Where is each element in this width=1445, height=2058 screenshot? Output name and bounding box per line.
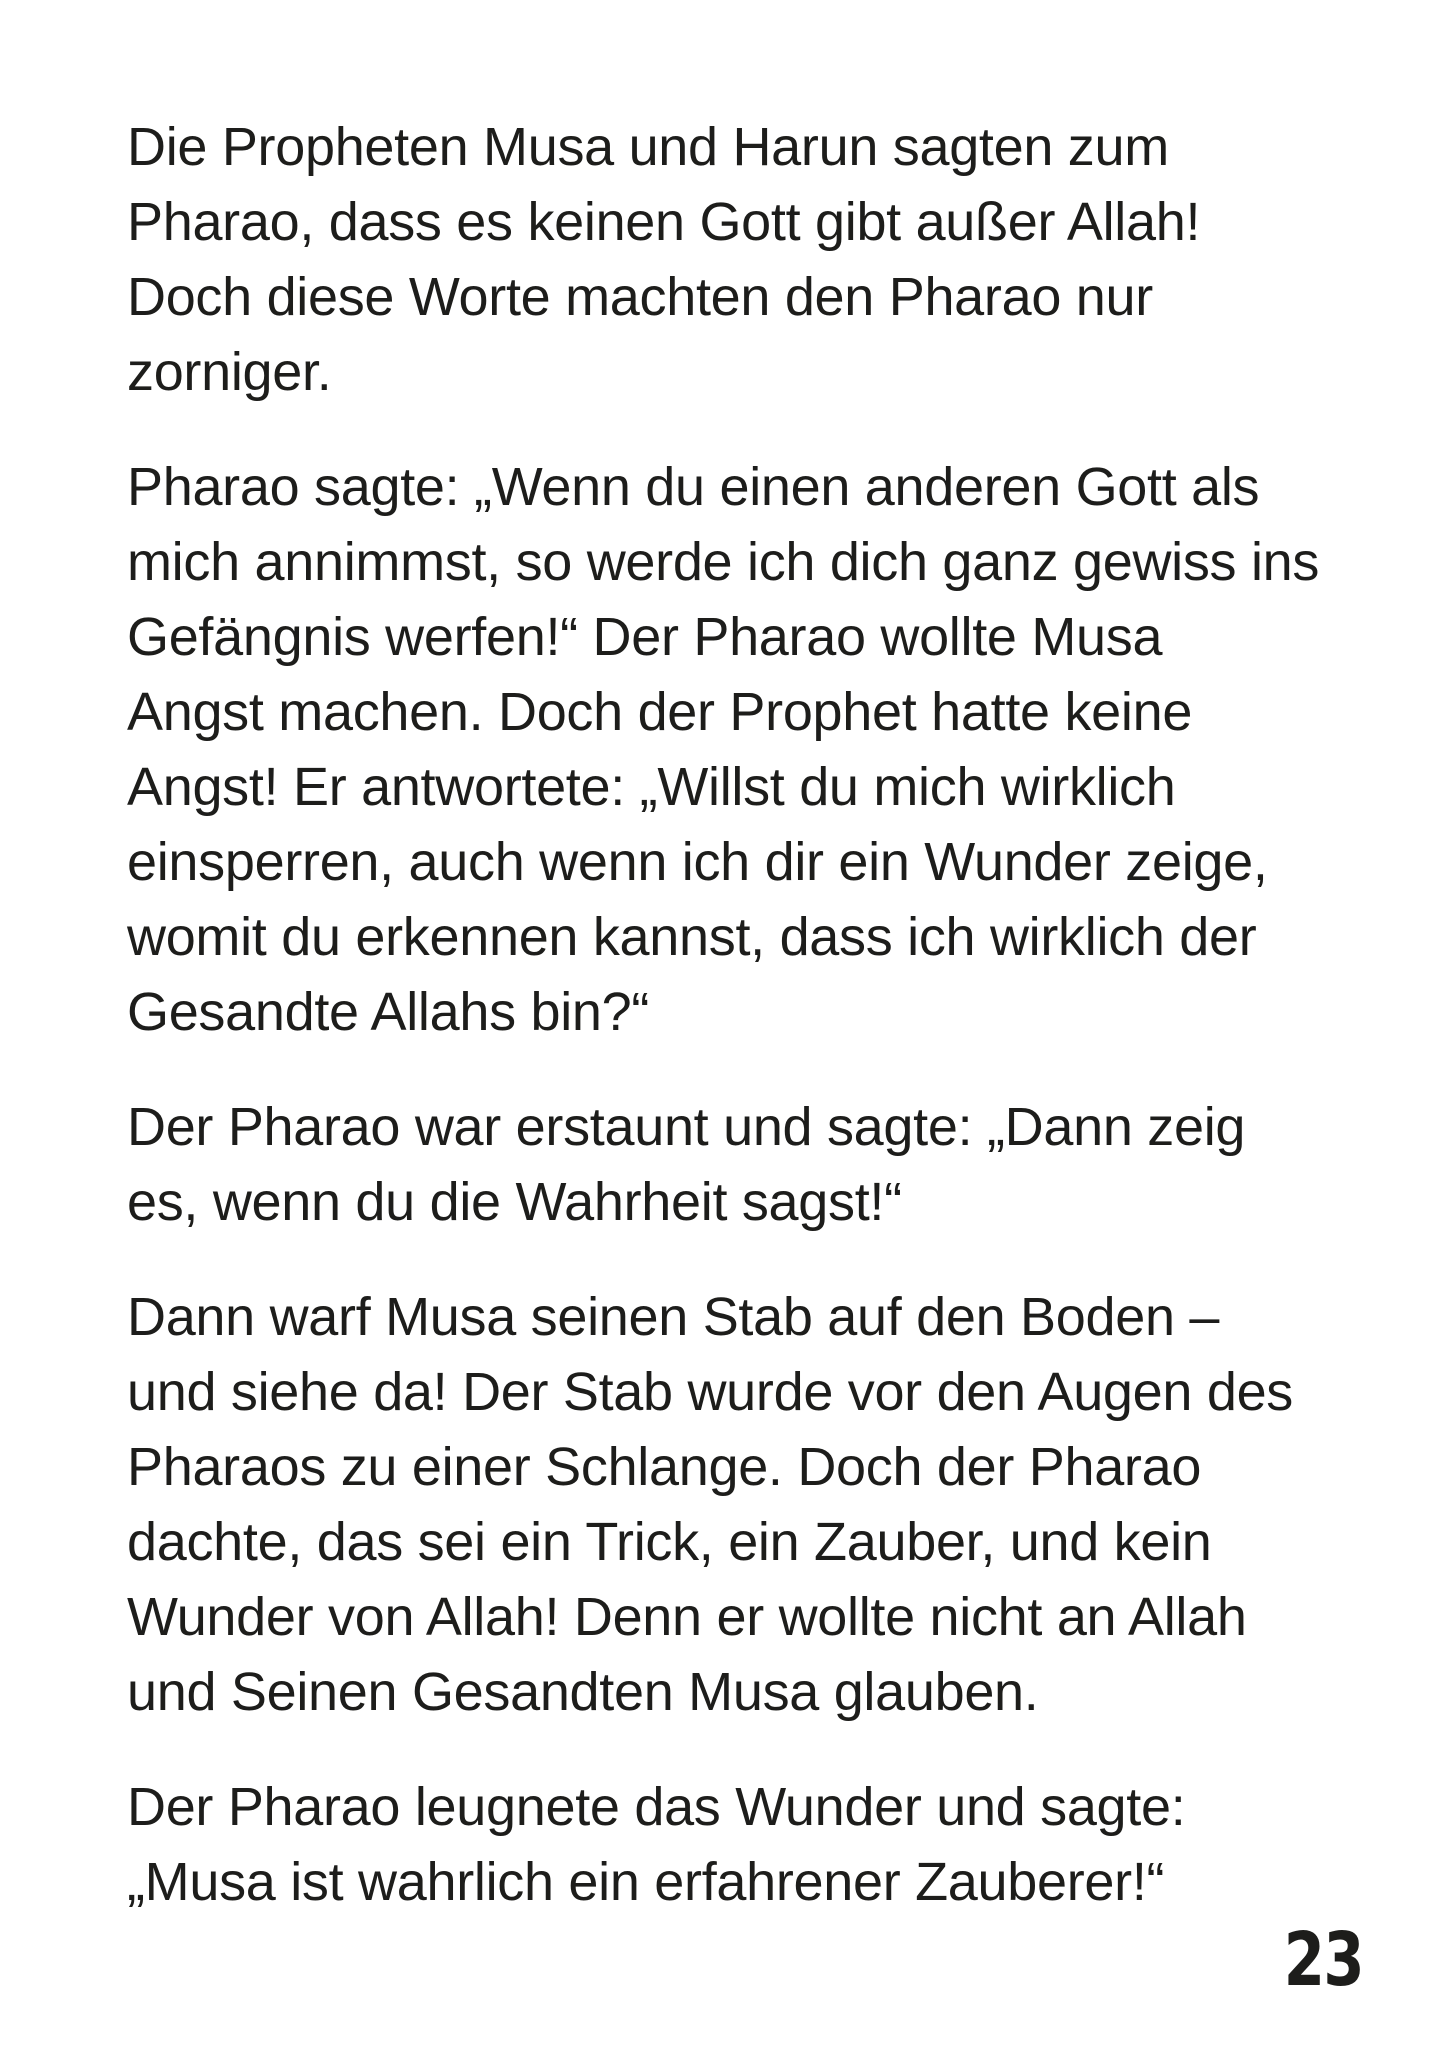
- page-number: 23: [1283, 1917, 1363, 2003]
- text-line: Gesandte Allahs bin?“: [127, 982, 650, 1042]
- text-line: Die Propheten Musa und Harun sagten zum: [127, 117, 1169, 177]
- text-line: Angst machen. Doch der Prophet hatte keine: [127, 682, 1193, 742]
- paragraph-1: [127, 110, 1367, 410]
- text-line: einsperren, auch wenn ich dir ein Wunder zeige,: [127, 832, 1268, 892]
- paragraph-5: [127, 1770, 1367, 1920]
- text-line: Dann warf Musa seinen Stab auf den Boden –: [127, 1287, 1220, 1347]
- text-line: Doch diese Worte machten den Pharao nur: [127, 267, 1153, 327]
- text-line: es, wenn du die Wahrheit sagst!“: [127, 1172, 902, 1232]
- paragraph-3: [127, 1090, 1367, 1240]
- text-line: Wunder von Allah! Denn er wollte nicht an Allah: [127, 1587, 1247, 1647]
- text-line: Pharaos zu einer Schlange. Doch der Pharao: [127, 1437, 1202, 1497]
- page-body: [127, 110, 1367, 1960]
- text-line: mich annimmst, so werde ich dich ganz gewiss ins: [127, 532, 1320, 592]
- text-line: „Musa ist wahrlich ein erfahrener Zauberer!“: [127, 1852, 1165, 1912]
- paragraph-4: [127, 1280, 1367, 1730]
- text-line: zorniger.: [127, 342, 332, 402]
- text-line: dachte, das sei ein Trick, ein Zauber, und kein: [127, 1512, 1212, 1572]
- text-line: Angst! Er antwortete: „Willst du mich wirklich: [127, 757, 1176, 817]
- paragraph-2: [127, 450, 1367, 1050]
- text-line: Der Pharao war erstaunt und sagte: „Dann zeig: [127, 1097, 1246, 1157]
- text-line: Gefängnis werfen!“ Der Pharao wollte Musa: [127, 607, 1163, 667]
- text-line: Pharao sagte: „Wenn du einen anderen Gott als: [127, 457, 1260, 517]
- text-line: Pharao, dass es keinen Gott gibt außer Allah!: [127, 192, 1201, 252]
- text-line: und Seinen Gesandten Musa glauben.: [127, 1662, 1039, 1722]
- text-line: und siehe da! Der Stab wurde vor den Augen des: [127, 1362, 1294, 1422]
- text-line: womit du erkennen kannst, dass ich wirklich der: [127, 907, 1257, 967]
- text-line: Der Pharao leugnete das Wunder und sagte:: [127, 1777, 1186, 1837]
